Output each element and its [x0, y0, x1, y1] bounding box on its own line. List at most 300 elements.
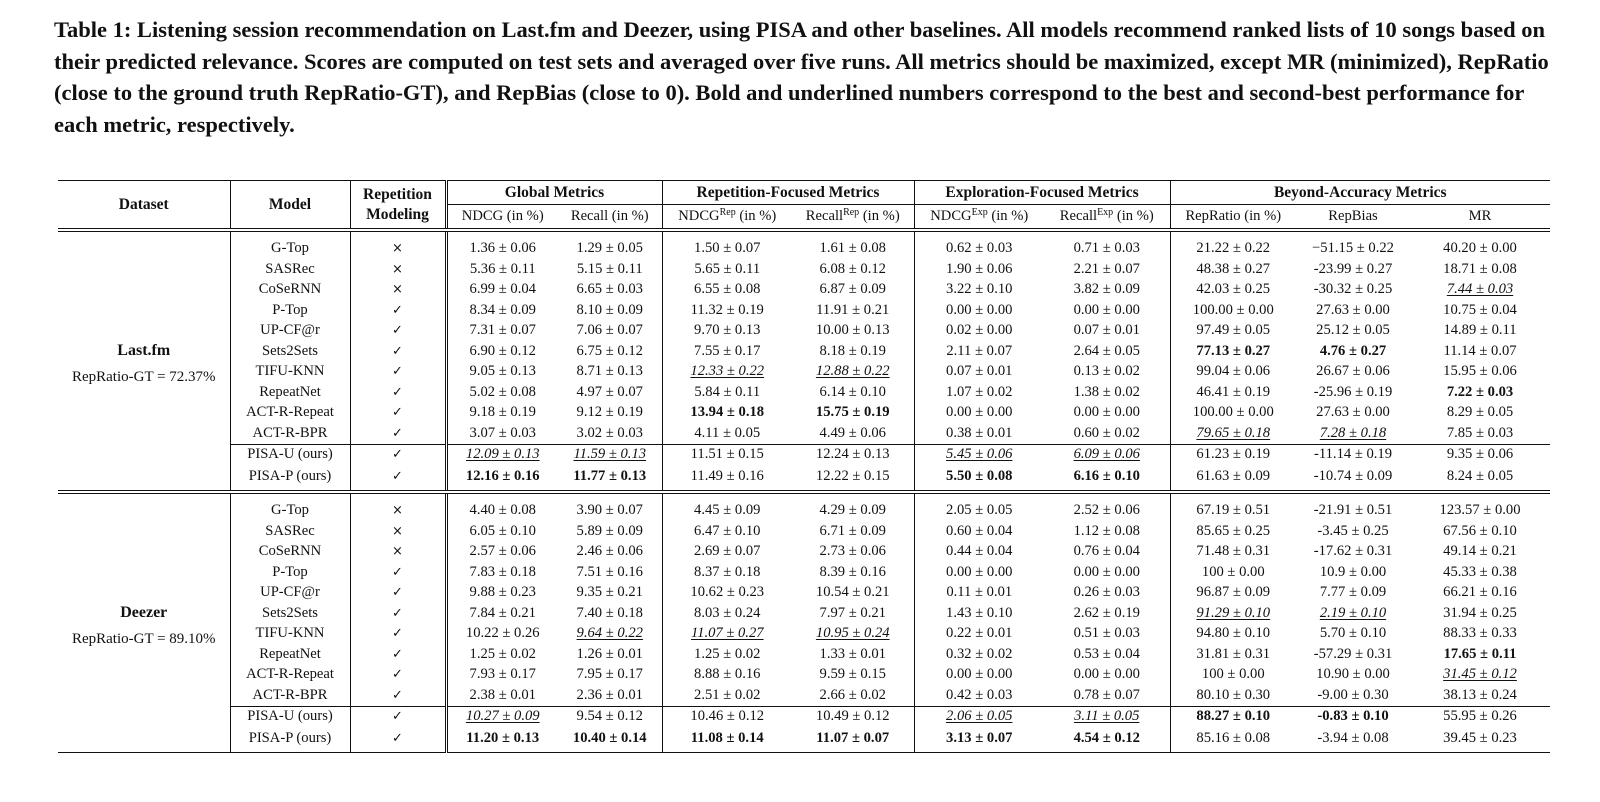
metric-value-text: 6.14 ± 0.10: [819, 383, 886, 400]
metric-value-text: -11.14 ± 0.19: [1314, 446, 1393, 463]
metric-value-text: 96.87 ± 0.09: [1196, 584, 1271, 601]
repetition-mark: [350, 706, 446, 727]
metric-value-text: 25.12 ± 0.05: [1316, 322, 1390, 339]
model-name: ACT-R-Repeat: [230, 403, 350, 424]
check-icon: ✓: [392, 384, 403, 400]
metric-value-text: 0.38 ± 0.01: [946, 424, 1013, 441]
metric-value-text: 1.25 ± 0.02: [694, 645, 761, 662]
check-icon: ✓: [392, 323, 403, 339]
model-name: CoSeRNN: [230, 542, 350, 563]
metric-value-text: 7.55 ± 0.17: [694, 342, 761, 359]
metric-value-text: 9.18 ± 0.19: [469, 404, 536, 421]
metric-value-text: 2.19 ± 0.10: [1319, 604, 1387, 621]
metric-value: [914, 492, 1044, 521]
metric-value-text: 0.00 ± 0.00: [1073, 563, 1140, 580]
metric-value-text: 15.95 ± 0.06: [1443, 363, 1517, 380]
metric-value-text: 0.76 ± 0.04: [1073, 543, 1140, 560]
metric-value: [558, 280, 662, 301]
metric-value: [792, 465, 914, 492]
table-row: [58, 685, 1550, 706]
metric-value-text: 88.33 ± 0.33: [1443, 625, 1517, 642]
metric-value: [792, 562, 914, 583]
metric-value-text: 0.00 ± 0.00: [1073, 301, 1140, 318]
metric-value: [662, 321, 792, 342]
metric-value: [1044, 492, 1170, 521]
model-name: RepeatNet: [230, 382, 350, 403]
repetition-mark: [350, 521, 446, 542]
header-col-base: RepRatio (in %): [1185, 208, 1282, 224]
model-name: PISA-U (ours): [230, 706, 350, 727]
metric-value-text: 9.05 ± 0.13: [469, 363, 536, 380]
metric-value-text: 21.22 ± 0.22: [1196, 239, 1271, 256]
metric-value: [1410, 521, 1550, 542]
metric-value: [446, 562, 558, 583]
check-icon: ✓: [392, 364, 403, 380]
metric-value-text: 8.29 ± 0.05: [1446, 404, 1514, 421]
metric-value: [914, 423, 1044, 444]
metric-value-text: 5.15 ± 0.11: [576, 260, 643, 277]
metric-value: [446, 542, 558, 563]
check-icon: ✓: [392, 687, 403, 703]
metric-value-text: 6.47 ± 0.10: [694, 522, 761, 539]
metric-value: [1170, 727, 1296, 753]
metric-value-text: 7.95 ± 0.17: [576, 666, 643, 683]
table-row: [58, 562, 1550, 583]
metric-value: [446, 300, 558, 321]
metric-value-text: 80.10 ± 0.30: [1196, 686, 1271, 703]
header-col-sup: Rep: [843, 207, 860, 218]
metric-value: [1296, 685, 1410, 706]
repetition-mark: [350, 321, 446, 342]
table-row: [58, 644, 1550, 665]
model-name: TIFU-KNN: [230, 624, 350, 645]
metric-value-text: -17.62 ± 0.31: [1313, 543, 1393, 560]
metric-value: [662, 542, 792, 563]
metric-value-text: 12.24 ± 0.13: [815, 446, 890, 463]
metric-value-text: 7.93 ± 0.17: [469, 666, 536, 683]
metric-value: [1170, 230, 1296, 259]
metric-value-text: -9.00 ± 0.30: [1317, 686, 1389, 703]
header-group-global: Global Metrics: [446, 181, 662, 205]
metric-value: [1296, 706, 1410, 727]
metric-value: [662, 465, 792, 492]
metric-value-text: 0.42 ± 0.03: [946, 686, 1013, 703]
metric-value-text: 2.57 ± 0.06: [469, 543, 536, 560]
metric-value-text: 0.51 ± 0.03: [1073, 625, 1140, 642]
metric-value-text: 6.90 ± 0.12: [469, 342, 536, 359]
metric-value: [1410, 403, 1550, 424]
metric-value: [662, 403, 792, 424]
metric-value: [1170, 382, 1296, 403]
cross-icon: ×: [392, 523, 403, 539]
metric-value: [1170, 492, 1296, 521]
metric-value: [1296, 465, 1410, 492]
metric-value-text: 27.63 ± 0.00: [1316, 301, 1390, 318]
metric-value: [1410, 685, 1550, 706]
metric-value: [1296, 403, 1410, 424]
header-group-exploration: Exploration-Focused Metrics: [914, 181, 1170, 205]
metric-value-text: 3.13 ± 0.07: [946, 729, 1013, 746]
repetition-mark: [350, 403, 446, 424]
metric-value: [662, 382, 792, 403]
metric-value-text: 31.45 ± 0.12: [1443, 666, 1517, 683]
metric-value-text: 10.95 ± 0.24: [815, 625, 890, 642]
metric-value: [1410, 423, 1550, 444]
metric-value-text: 9.59 ± 0.15: [819, 666, 886, 683]
metric-value-text: 12.16 ± 0.16: [465, 467, 540, 484]
metric-value-text: 1.12 ± 0.08: [1073, 522, 1140, 539]
metric-value-text: 7.77 ± 0.09: [1319, 584, 1387, 601]
check-icon: ✓: [392, 405, 403, 421]
metric-value-text: 10.49 ± 0.12: [815, 708, 890, 725]
metric-value-text: 1.25 ± 0.02: [469, 645, 536, 662]
metric-value-text: 6.99 ± 0.04: [469, 281, 536, 298]
metric-value: [914, 362, 1044, 383]
metric-value: [914, 444, 1044, 465]
metric-value: [1170, 583, 1296, 604]
metric-value-text: 0.00 ± 0.00: [946, 563, 1013, 580]
metric-value: [914, 624, 1044, 645]
metric-value: [1170, 280, 1296, 301]
metric-value: [1044, 644, 1170, 665]
metric-value-text: 5.65 ± 0.11: [694, 260, 761, 277]
dataset-name: Deezer: [120, 603, 168, 621]
metric-value-text: 1.50 ± 0.07: [694, 239, 761, 256]
metric-value-text: 8.88 ± 0.16: [694, 666, 761, 683]
metric-value-text: 12.33 ± 0.22: [690, 363, 765, 380]
table-row: [58, 706, 1550, 727]
metric-value: [792, 521, 914, 542]
metric-value-text: 99.04 ± 0.06: [1196, 363, 1271, 380]
metric-value: [446, 706, 558, 727]
metric-value-text: −51.15 ± 0.22: [1312, 239, 1394, 256]
metric-value-text: 13.94 ± 0.18: [690, 404, 765, 421]
metric-value-text: 5.50 ± 0.08: [946, 467, 1013, 484]
metric-value: [1296, 562, 1410, 583]
header-col-suffix: (in %): [735, 208, 777, 224]
metric-value: [1296, 230, 1410, 259]
header-col-suffix: (in %): [503, 208, 544, 224]
metric-value: [1170, 300, 1296, 321]
metric-value-text: 0.60 ± 0.04: [946, 522, 1013, 539]
metric-value-text: 7.28 ± 0.18: [1319, 424, 1387, 441]
metric-value: [792, 603, 914, 624]
metric-value: [792, 644, 914, 665]
metric-value-text: 6.55 ± 0.08: [694, 281, 761, 298]
metric-value: [914, 583, 1044, 604]
metric-value-text: 2.66 ± 0.02: [819, 686, 886, 703]
metric-value: [792, 382, 914, 403]
metric-value-text: 4.45 ± 0.09: [694, 501, 761, 518]
metric-value: [1410, 542, 1550, 563]
metric-value: [792, 444, 914, 465]
metric-value-text: 7.06 ± 0.07: [576, 322, 643, 339]
metric-value-text: 55.95 ± 0.26: [1443, 708, 1517, 725]
metric-value-text: -10.74 ± 0.09: [1313, 467, 1393, 484]
metric-value-text: 11.20 ± 0.13: [466, 729, 540, 746]
metric-value: [558, 321, 662, 342]
table-row: [58, 444, 1550, 465]
metric-value-text: 8.71 ± 0.13: [576, 363, 643, 380]
metric-value-text: 0.00 ± 0.00: [1073, 666, 1140, 683]
metric-value: [1170, 644, 1296, 665]
metric-value: [1170, 521, 1296, 542]
metric-value-text: 10.9 ± 0.00: [1319, 563, 1387, 580]
metric-value: [446, 423, 558, 444]
repetition-mark: [350, 624, 446, 645]
metric-value: [1410, 230, 1550, 259]
metric-value: [558, 382, 662, 403]
metric-value: [1296, 603, 1410, 624]
metric-value-text: 40.20 ± 0.00: [1443, 239, 1517, 256]
metric-value-text: 123.57 ± 0.00: [1439, 501, 1521, 518]
metric-value: [662, 727, 792, 753]
metric-value: [446, 382, 558, 403]
metric-value: [1296, 444, 1410, 465]
cross-icon: ×: [392, 240, 403, 256]
metric-value-text: 11.49 ± 0.16: [690, 467, 764, 484]
metric-value: [792, 706, 914, 727]
metric-value: [446, 465, 558, 492]
metric-value-text: 5.02 ± 0.08: [469, 383, 536, 400]
metric-value: [1296, 321, 1410, 342]
metric-value: [1410, 444, 1550, 465]
metric-value-text: 11.59 ± 0.13: [573, 446, 647, 463]
metric-value: [1044, 521, 1170, 542]
metric-value: [558, 300, 662, 321]
metric-value: [558, 562, 662, 583]
metric-value: [1296, 280, 1410, 301]
metric-value-text: 7.22 ± 0.03: [1446, 383, 1514, 400]
metric-value: [446, 321, 558, 342]
dataset-cell: [58, 492, 230, 753]
metric-value: [1170, 706, 1296, 727]
table-row: [58, 521, 1550, 542]
metric-value-text: 11.08 ± 0.14: [690, 729, 764, 746]
table-row: [58, 321, 1550, 342]
metric-value: [914, 403, 1044, 424]
metric-value: [662, 341, 792, 362]
repetition-mark: [350, 727, 446, 753]
metric-value: [558, 492, 662, 521]
metric-value: [914, 603, 1044, 624]
header-repetition-line1: Repetition: [363, 185, 432, 203]
metric-value: [914, 259, 1044, 280]
metric-value: [1044, 624, 1170, 645]
metric-value: [792, 321, 914, 342]
metric-value: [914, 321, 1044, 342]
table-row: [58, 230, 1550, 259]
metric-value-text: 6.05 ± 0.10: [469, 522, 536, 539]
metric-value: [1044, 706, 1170, 727]
metric-value-text: 15.75 ± 0.19: [815, 404, 890, 421]
metric-value-text: -57.29 ± 0.31: [1313, 645, 1393, 662]
metric-value-text: 10.62 ± 0.23: [690, 584, 765, 601]
model-name: P-Top: [230, 300, 350, 321]
metric-value: [446, 583, 558, 604]
repetition-mark: [350, 280, 446, 301]
metric-value-text: 8.03 ± 0.24: [694, 604, 761, 621]
header-col-7: [1296, 205, 1410, 231]
table-row: [58, 624, 1550, 645]
check-icon: ✓: [392, 585, 403, 601]
metric-value-text: 6.75 ± 0.12: [576, 342, 643, 359]
header-repetition-modeling: [350, 181, 446, 231]
metric-value: [558, 624, 662, 645]
metric-value: [558, 542, 662, 563]
metric-value: [446, 685, 558, 706]
model-name: CoSeRNN: [230, 280, 350, 301]
metric-value-text: 2.21 ± 0.07: [1073, 260, 1140, 277]
header-col-sup: Exp: [1097, 207, 1114, 218]
metric-value: [1410, 665, 1550, 686]
metric-value: [1044, 562, 1170, 583]
metric-value: [558, 259, 662, 280]
metric-value: [1044, 341, 1170, 362]
metric-value-text: 97.49 ± 0.05: [1196, 322, 1271, 339]
metric-value-text: 2.06 ± 0.05: [946, 708, 1013, 725]
metric-value: [662, 492, 792, 521]
metric-value-text: 61.63 ± 0.09: [1196, 467, 1271, 484]
metric-value-text: 0.71 ± 0.03: [1073, 239, 1140, 256]
metric-value-text: 11.14 ± 0.07: [1443, 342, 1517, 359]
metric-value-text: 11.91 ± 0.21: [816, 301, 890, 318]
header-col-base: MR: [1468, 208, 1492, 224]
check-icon: ✓: [392, 447, 403, 463]
metric-value: [1296, 624, 1410, 645]
metric-value-text: 11.51 ± 0.15: [690, 446, 764, 463]
metric-value-text: 11.32 ± 0.19: [690, 301, 764, 318]
metric-value-text: 7.83 ± 0.18: [469, 563, 536, 580]
section-last-fm: [58, 230, 1550, 492]
metric-value: [792, 280, 914, 301]
metric-value-text: 2.05 ± 0.05: [946, 501, 1013, 518]
metric-value-text: 7.51 ± 0.16: [576, 563, 643, 580]
metric-value-text: 6.71 ± 0.09: [819, 522, 886, 539]
metric-value-text: 8.10 ± 0.09: [576, 301, 643, 318]
metric-value-text: 100 ± 0.00: [1201, 666, 1265, 683]
check-icon: ✓: [392, 468, 403, 484]
metric-value: [1170, 542, 1296, 563]
metric-value-text: 4.49 ± 0.06: [819, 424, 886, 441]
metric-value: [914, 465, 1044, 492]
check-icon: ✓: [392, 564, 403, 580]
cross-icon: ×: [392, 502, 403, 518]
metric-value: [792, 259, 914, 280]
metric-value-text: 10.75 ± 0.04: [1443, 301, 1517, 318]
metric-value: [662, 230, 792, 259]
metric-value-text: 4.54 ± 0.12: [1073, 729, 1140, 746]
model-name: G-Top: [230, 492, 350, 521]
metric-value: [1044, 727, 1170, 753]
metric-value-text: 5.84 ± 0.11: [694, 383, 761, 400]
metric-value-text: 26.67 ± 0.06: [1316, 363, 1390, 380]
header-col-suffix: (in %): [608, 208, 649, 224]
metric-value-text: 3.02 ± 0.03: [576, 424, 643, 441]
cross-icon: ×: [392, 261, 403, 277]
header-col-base: RepBias: [1328, 208, 1378, 224]
metric-value-text: 1.61 ± 0.08: [819, 239, 886, 256]
metric-value: [446, 280, 558, 301]
header-dataset: Dataset: [118, 195, 169, 213]
metric-value: [1410, 341, 1550, 362]
metric-value: [1170, 562, 1296, 583]
header-col-4: [914, 205, 1044, 231]
metric-value-text: 0.26 ± 0.03: [1073, 584, 1140, 601]
metric-value-text: 9.12 ± 0.19: [576, 404, 643, 421]
repetition-mark: [350, 492, 446, 521]
metric-value-text: 66.21 ± 0.16: [1443, 584, 1517, 601]
metric-value: [1044, 300, 1170, 321]
metric-value: [914, 706, 1044, 727]
table-caption: Table 1: Listening session recommendation on Last.fm and Deezer, using PISA and other baselines. All models recommend ranked lists of 10 songs based on their predicted relevance. Scores are computed on test sets and averaged over five runs. All metrics should be maximized, except MR (minimized), RepRatio (close to the ground truth RepRatio-GT), and RepBias (close to 0). Bold and underlined numbers correspond to the best and second-best performance for each metric, respectively.: [54, 17, 1549, 137]
metric-value-text: -23.99 ± 0.27: [1313, 260, 1393, 277]
metric-value-text: 3.22 ± 0.10: [946, 281, 1013, 298]
check-icon: ✓: [392, 646, 403, 662]
metric-value-text: 4.76 ± 0.27: [1319, 342, 1387, 359]
table-row: [58, 583, 1550, 604]
metric-value: [558, 465, 662, 492]
metric-value-text: 0.11 ± 0.01: [946, 584, 1013, 601]
check-icon: ✓: [392, 343, 403, 359]
repetition-mark: [350, 562, 446, 583]
table-row: [58, 492, 1550, 521]
table-row: [58, 382, 1550, 403]
metric-value-text: 10.54 ± 0.21: [815, 584, 890, 601]
metric-value-text: 11.77 ± 0.13: [573, 467, 647, 484]
metric-value: [1044, 280, 1170, 301]
dataset-reprato-gt: RepRatio-GT = 89.10%: [71, 630, 216, 647]
repetition-mark: [350, 423, 446, 444]
metric-value: [1296, 300, 1410, 321]
header-col-base: Recall: [1059, 208, 1098, 224]
metric-value: [1410, 259, 1550, 280]
metric-value-text: 9.54 ± 0.12: [576, 708, 643, 725]
metric-value: [662, 562, 792, 583]
metric-value: [446, 727, 558, 753]
model-name: UP-CF@r: [230, 583, 350, 604]
metric-value-text: 0.07 ± 0.01: [946, 363, 1013, 380]
metric-value: [662, 706, 792, 727]
metric-value: [1170, 603, 1296, 624]
metric-value: [1410, 280, 1550, 301]
metric-value-text: 77.13 ± 0.27: [1196, 342, 1271, 359]
metric-value: [558, 521, 662, 542]
metric-value-text: 7.31 ± 0.07: [469, 322, 536, 339]
metric-value-text: 67.19 ± 0.51: [1196, 501, 1271, 518]
metric-value-text: 6.09 ± 0.06: [1073, 446, 1140, 463]
metric-value-text: 0.00 ± 0.00: [1073, 404, 1140, 421]
metric-value: [558, 644, 662, 665]
metric-value-text: 0.00 ± 0.00: [946, 404, 1013, 421]
header-model: Model: [230, 181, 350, 231]
metric-value: [1170, 423, 1296, 444]
metric-value: [446, 521, 558, 542]
metric-value: [1296, 542, 1410, 563]
table-row: [58, 280, 1550, 301]
header-col-1: [558, 205, 662, 231]
metric-value: [662, 444, 792, 465]
metric-value: [1296, 583, 1410, 604]
check-icon: ✓: [392, 730, 403, 746]
results-table: [58, 180, 1550, 753]
repetition-mark: [350, 665, 446, 686]
metric-value-text: 2.51 ± 0.02: [694, 686, 761, 703]
metric-value-text: 1.36 ± 0.06: [469, 239, 536, 256]
header-col-suffix: (in %): [859, 208, 900, 224]
metric-value: [446, 444, 558, 465]
metric-value-text: -3.94 ± 0.08: [1317, 729, 1389, 746]
